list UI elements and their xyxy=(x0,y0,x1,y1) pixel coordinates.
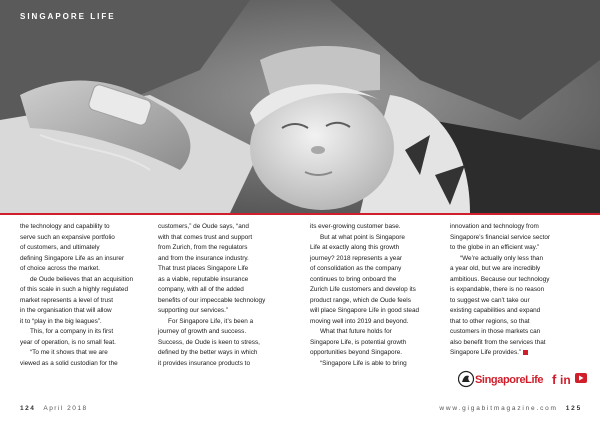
article-line-text: innovation and technology from xyxy=(450,223,539,230)
article-line-text: Success, de Oude is keen to stress, xyxy=(158,338,260,346)
article-line xyxy=(158,317,298,328)
article-line xyxy=(158,306,298,317)
article-line xyxy=(310,264,450,275)
article-line-text: year of operation, is no small feat. xyxy=(20,338,116,346)
article-line xyxy=(158,296,298,307)
article-line-text: market represents a level of trust xyxy=(20,296,114,304)
article-line xyxy=(450,348,590,359)
page-number-right: 125 xyxy=(565,405,582,412)
article-line-text: journey of growth and success. xyxy=(158,328,247,335)
article-line-text: de Oude believes that an acquisition xyxy=(30,275,134,283)
article-line xyxy=(450,254,590,265)
article-line xyxy=(20,296,160,307)
end-of-article-mark xyxy=(523,350,528,355)
article-line-text: and from the insurance industry. xyxy=(158,254,249,262)
article-line-text: the technology and capability to xyxy=(20,223,110,230)
article-line xyxy=(450,317,590,328)
logo-brand-text: SingaporeLife xyxy=(475,374,544,386)
article-line-text: company, with all of the added xyxy=(158,286,244,293)
article-line xyxy=(158,243,298,254)
article-line xyxy=(20,222,160,233)
article-line xyxy=(20,306,160,317)
article-line xyxy=(450,327,590,338)
article-line xyxy=(310,296,450,307)
article-line xyxy=(310,222,450,233)
page-number-left: 124 xyxy=(20,405,36,412)
article-line xyxy=(450,222,590,233)
article-line xyxy=(20,233,160,244)
article-line-text: of consolidation as the company xyxy=(310,265,402,272)
article-line xyxy=(310,285,450,296)
article-line-text: as a viable, reputable insurance xyxy=(158,275,249,283)
article-line-text: Singapore’s financial service sector xyxy=(450,233,551,241)
article-line xyxy=(20,243,160,254)
article-line xyxy=(20,338,160,349)
article-line xyxy=(310,338,450,349)
text-column-4 xyxy=(450,222,590,359)
article-line xyxy=(310,317,450,328)
article-line-text: of this scale in such a highly regulated xyxy=(20,286,128,293)
article-line-text: defined by the better ways in which xyxy=(158,349,258,356)
article-line-text: in the organisation that will allow xyxy=(20,307,112,314)
article-line-text: defining Singapore Life as an insurer xyxy=(20,254,125,262)
text-column-2 xyxy=(158,222,298,369)
youtube-icon[interactable] xyxy=(575,373,587,383)
singapore-life-logo xyxy=(458,370,588,388)
article-line-text: journey? 2018 represents a year xyxy=(310,254,403,262)
article-line xyxy=(20,285,160,296)
text-column-1 xyxy=(20,222,160,369)
article-line xyxy=(158,348,298,359)
website-url: www.gigabitmagazine.com xyxy=(439,405,558,412)
article-line xyxy=(310,327,450,338)
article-line xyxy=(450,264,590,275)
article-line-text: will place Singapore Life in good stead xyxy=(310,307,420,314)
article-line xyxy=(450,243,590,254)
article-line-text: This, for a company in its first xyxy=(30,328,114,335)
article-line-text: its ever-growing customer base. xyxy=(310,223,401,230)
article-line xyxy=(158,264,298,275)
linkedin-icon[interactable] xyxy=(560,373,571,387)
article-line-text: also benefit from the services that xyxy=(450,338,546,346)
article-line-text: For Singapore Life, it’s been a xyxy=(168,317,254,325)
article-line-text: That trust places Singapore Life xyxy=(158,265,249,272)
article-line-text: viewed as a solid custodian for the xyxy=(20,359,118,367)
article-line-text: with that comes trust and support xyxy=(158,233,253,241)
article-line-text: “Singapore Life is able to bring xyxy=(320,359,407,367)
article-line-text: Zurich Life customers and develop its xyxy=(310,286,416,293)
article-line xyxy=(310,275,450,286)
article-line xyxy=(310,243,450,254)
text-column-3 xyxy=(310,222,450,369)
article-line-text: Life at exactly along this growth xyxy=(310,244,400,251)
article-line-text: to the globe in an efficient way.” xyxy=(450,244,540,251)
article-line-text: to suggest we can’t take our xyxy=(450,296,530,304)
article-line xyxy=(158,285,298,296)
article-line-text: product range, which de Oude feels xyxy=(310,296,411,304)
svg-text:in: in xyxy=(560,373,571,387)
facebook-icon[interactable] xyxy=(552,372,557,387)
article-line xyxy=(20,327,160,338)
article-line-text: But at what point is Singapore xyxy=(320,233,405,241)
article-line-text: Singapore Life, is potential growth xyxy=(310,338,407,346)
issue-date: April 2018 xyxy=(43,405,88,412)
article-line xyxy=(310,348,450,359)
article-line-text: benefits of our impeccable technology xyxy=(158,296,266,304)
article-line-text: serve such an expansive portfolio xyxy=(20,233,115,241)
article-line xyxy=(450,296,590,307)
article-line xyxy=(310,233,450,244)
article-line xyxy=(450,275,590,286)
article-line-text: ambitious. Because our technology xyxy=(450,275,550,283)
article-line xyxy=(450,285,590,296)
footer-right xyxy=(439,405,582,412)
article-line-text: “To me it shows that we are xyxy=(30,349,108,356)
article-line xyxy=(450,338,590,349)
article-line xyxy=(20,254,160,265)
article-line-text: from Zurich, from the regulators xyxy=(158,244,248,251)
article-line xyxy=(20,264,160,275)
article-line xyxy=(20,359,160,370)
article-line-text: of choice across the market. xyxy=(20,265,100,272)
article-line-text: moving well into 2019 and beyond. xyxy=(310,317,409,325)
article-line-text: opportunities beyond Singapore. xyxy=(310,349,403,356)
article-line-text: existing capabilities and expand xyxy=(450,307,541,314)
article-line xyxy=(20,275,160,286)
article-line xyxy=(310,254,450,265)
article-line-text: Singapore Life provides.” xyxy=(450,349,522,356)
article-line xyxy=(158,275,298,286)
article-line xyxy=(20,348,160,359)
article-line xyxy=(158,359,298,370)
footer-left xyxy=(20,405,88,412)
article-line-text: is expandable, there is no reason xyxy=(450,286,545,293)
article-line-text: supporting our services.” xyxy=(158,307,228,314)
svg-text:f: f xyxy=(552,372,557,387)
article-line xyxy=(158,254,298,265)
article-line-text: What that future holds for xyxy=(320,328,392,335)
article-line xyxy=(310,306,450,317)
article-line xyxy=(20,317,160,328)
article-line xyxy=(158,233,298,244)
article-line-text: customers in those markets can xyxy=(450,328,541,335)
article-line-text: that to other regions, so that xyxy=(450,317,530,325)
article-line-text: it provides insurance products to xyxy=(158,359,251,367)
article-line-text: a year old, but we are incredibly xyxy=(450,265,541,272)
section-label: SINGAPORE LIFE xyxy=(20,12,116,21)
article-line xyxy=(450,306,590,317)
article-line xyxy=(158,327,298,338)
article-line-text: of customers, and ultimately xyxy=(20,244,100,251)
article-line xyxy=(310,359,450,370)
lion-emblem-icon xyxy=(459,372,474,387)
article-line-text: “We’re actually only less than xyxy=(460,254,543,262)
article-line xyxy=(158,338,298,349)
article-line xyxy=(450,233,590,244)
article-line-text: it to “play in the big leagues”. xyxy=(20,317,102,325)
article-line-text: customers,” de Oude says, “and xyxy=(158,223,249,230)
article-line-text: continues to bring onboard the xyxy=(310,275,397,283)
article-line xyxy=(158,222,298,233)
red-divider-rule xyxy=(0,213,600,215)
